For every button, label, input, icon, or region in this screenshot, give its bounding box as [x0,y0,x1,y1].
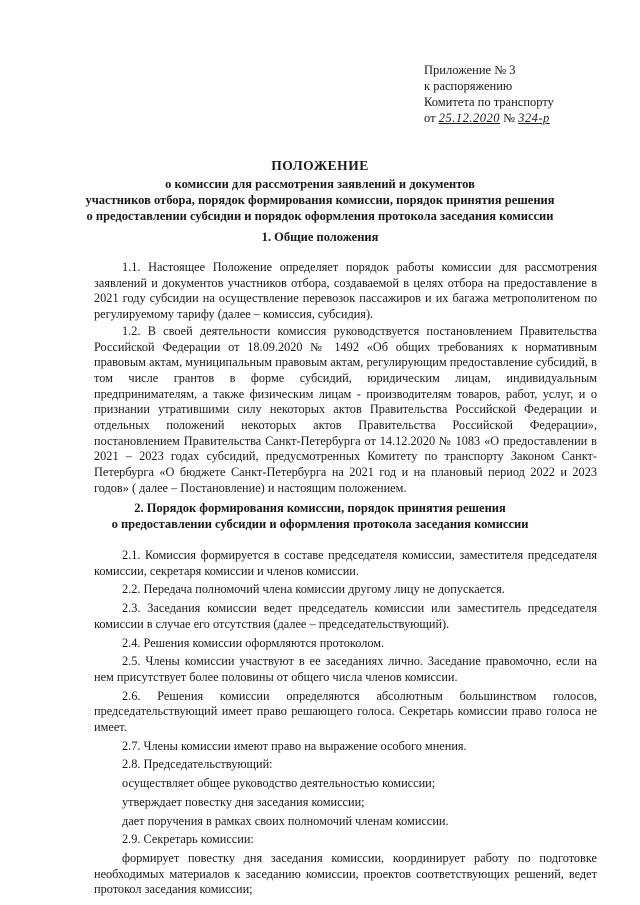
paragraph-2-8: 2.8. Председательствующий: [122,757,273,772]
title-line-1: о комиссии для рассмотрения заявлений и документов [165,177,475,191]
handwritten-date: 25.12.2020 [438,111,500,125]
handwritten-number: 324-р [518,111,550,125]
paragraph-2-9-a: формирует повестку дня заседания комиссии, координирует работу по подготовке необходимых материалов к заседанию комиссии, проектов соответствующих решений, ведет протокол заседания комиссии; [94,850,597,897]
section-2-heading-line-2: о предоставлении субсидии и оформления протокола заседания комиссии [111,517,529,531]
annex-line-2: к распоряжению [424,79,513,93]
document-title [40,158,600,224]
paragraph-1-2: 1.2. В своей деятельности комиссия руководствуется постановлением Правительства Российской Федерации от 18.09.2020 № 1492 «Об общих требованиях к нормативным правовым актам, муниципальным правовым актам, регулирующим предоставление субсидий, в том числе грантов в форме субсидий, юридическим лицам, индивидуальным предпринимателям, а также физическим лицам - производителям товаров, работ, услуг, и о признании утратившими силу некоторых актов Правительства Российской Федерации и отдельных положений некоторых актов Правительства Российской Федерации», постановлением Правительства Санкт-Петербурга от 14.12.2020 № 1083 «О предоставлении в 2021 – 2023 годах субсидий, предусмотренных Комитету по транспорту Законом Санкт-Петербурга «О бюджете Санкт-Петербурга на 2021 год и на плановый период 2022 и 2023 годов» ( далее – Постановление) и настоящим положением. [94,323,597,495]
section-1-body [94,260,597,497]
section-2-heading-line-1: 2. Порядок формирования комиссии, порядок принятия решения [134,501,506,515]
annex-line-1: Приложение № 3 [424,63,516,77]
annex-date-number [424,110,624,126]
paragraph-2-8-a: осуществляет общее руководство деятельностью комиссии; [122,776,436,791]
title-line-2: участников отбора, порядок формирования комиссии, порядок принятия решения [85,193,555,207]
section-2-body [94,548,597,898]
title-line-3: о предоставлении субсидии и порядок оформления протокола заседания комиссии [86,209,554,223]
paragraph-2-1: 2.1. Комиссия формируется в составе председателя комиссии, заместителя председателя комиссии, секретаря комиссии и членов комиссии. [94,548,597,578]
paragraph-2-3: 2.3. Заседания комиссии ведет председатель комиссии или заместитель председателя комиссии в случае его отсутствия (далее – председательствующий). [94,601,597,631]
paragraph-2-4: 2.4. Решения комиссии оформляются протоколом. [122,635,385,650]
paragraph-2-2: 2.2. Передача полномочий члена комиссии другому лицу не допускается. [122,582,505,597]
section-1-heading: 1. Общие положения [261,230,379,244]
paragraph-2-8-b: утверждает повестку дня заседания комиссии; [122,794,365,809]
section-2-heading [40,500,600,532]
paragraph-2-8-c: дает поручения в рамках своих полномочий членам комиссии. [122,813,449,828]
paragraph-2-7: 2.7. Члены комиссии имеют право на выражение особого мнения. [122,738,467,753]
paragraph-2-5: 2.5. Члены комиссии участвуют в ее заседаниях лично. Заседание правомочно, если на нем присутствует более половины от общего числа членов комиссии. [94,654,597,684]
number-prefix: № [503,111,515,125]
paragraph-2-9: 2.9. Секретарь комиссии: [122,832,254,847]
title-main: ПОЛОЖЕНИЕ [271,158,369,173]
annex-header [424,62,624,126]
paragraph-2-6: 2.6. Решения комиссии определяются абсолютным большинством голосов, председательствующий имеет право решающего голоса. Секретарь комиссии право голоса не имеет. [94,688,597,735]
annex-line-3: Комитета по транспорту [424,95,554,109]
paragraph-1-1: 1.1. Настоящее Положение определяет порядок работы комиссии для рассмотрения заявлений и документов участников отбора, создаваемой в целях отбора на предоставление в 2021 году субсидии на осуществление перевозок пассажиров и их багажа метрополитеном по регулируемому тарифу (далее – комиссия, субсидия). [94,260,597,322]
date-prefix: от [424,111,436,125]
